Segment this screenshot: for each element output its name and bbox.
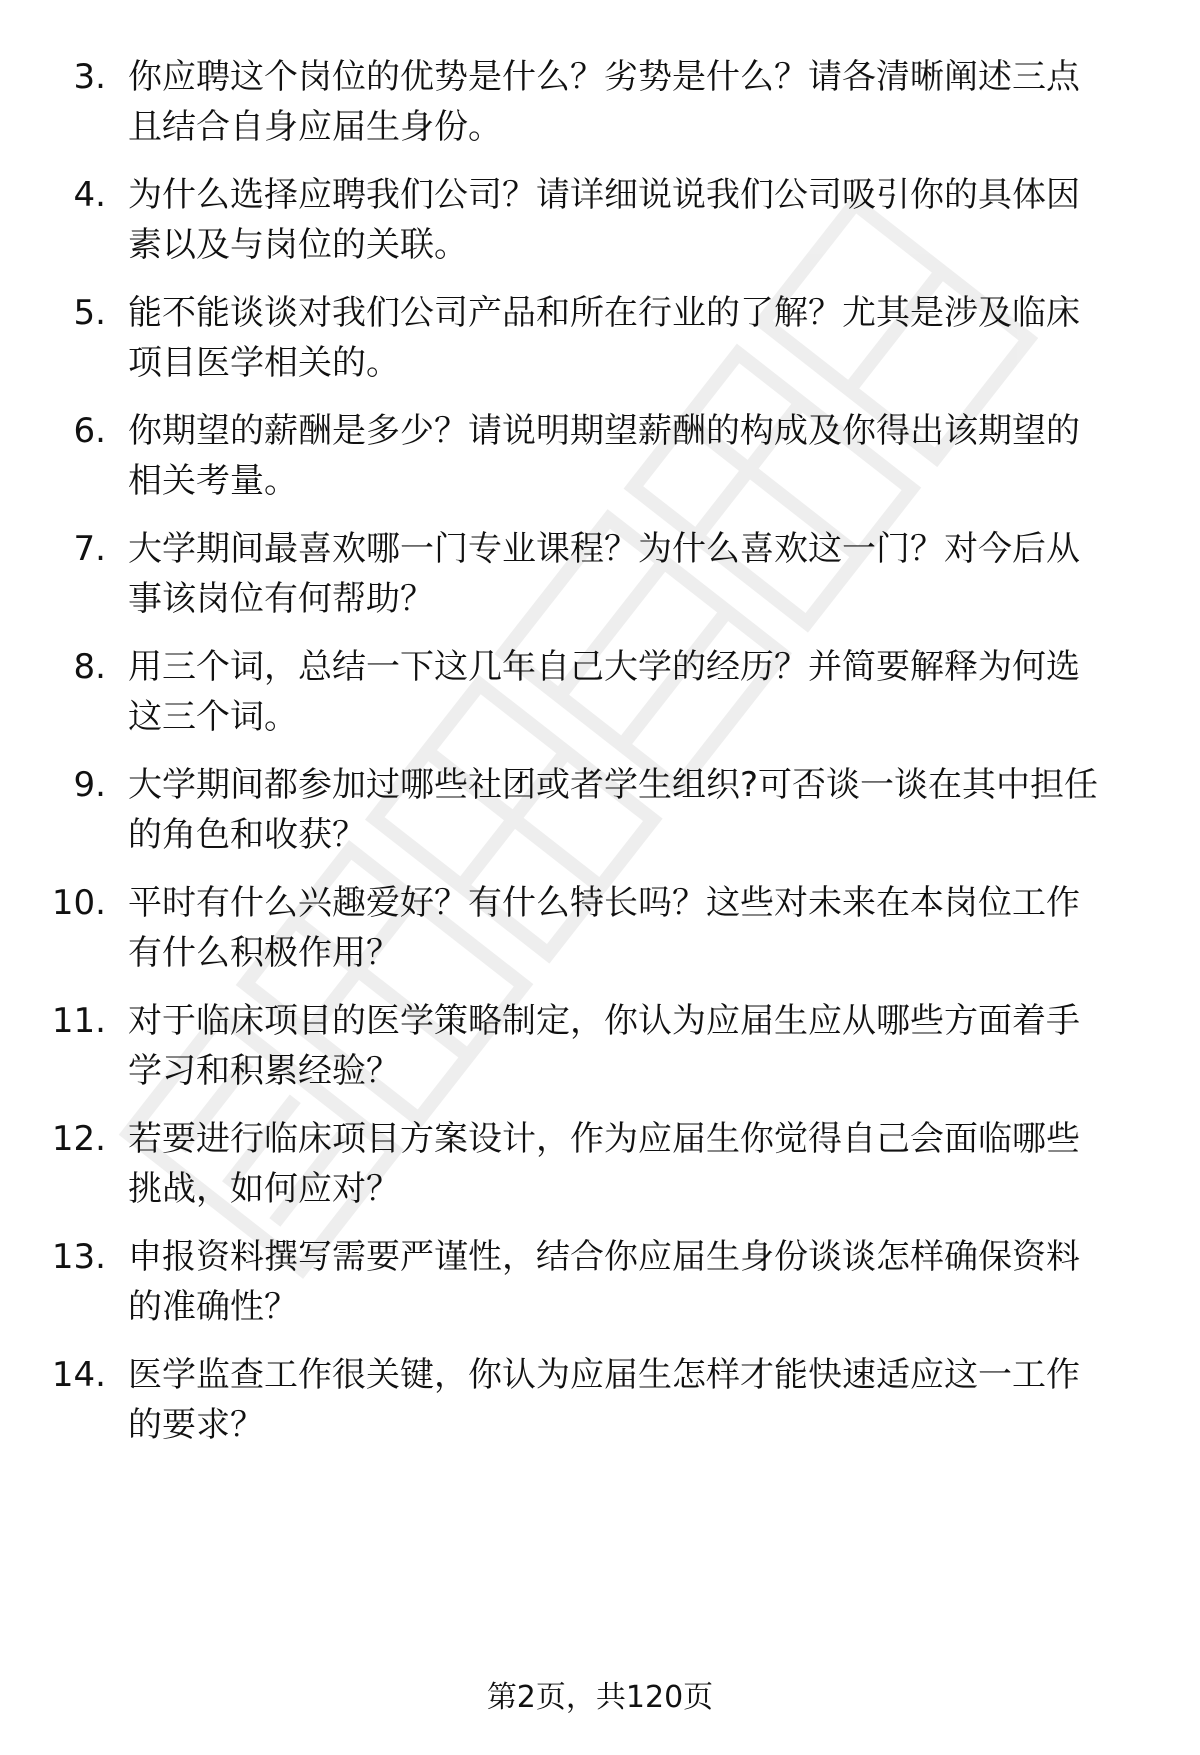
question-text xyxy=(128,1350,1158,1450)
question-number: 8. xyxy=(73,647,106,687)
question-text xyxy=(128,170,1158,270)
page-indicator: 第2页，共120页 xyxy=(486,1680,714,1715)
question-line: 有什么积极作用？ xyxy=(128,933,400,973)
question-line: 能不能谈谈对我们公司产品和所在行业的了解？尤其是涉及临床 xyxy=(128,293,1080,333)
question-line: 且结合自身应届生身份。 xyxy=(128,107,502,147)
question-item xyxy=(0,1232,1200,1342)
question-item xyxy=(0,170,1200,280)
question-line: 素以及与岗位的关联。 xyxy=(128,225,468,265)
question-number: 12. xyxy=(51,1119,106,1159)
question-item xyxy=(0,1350,1200,1460)
question-item xyxy=(0,642,1200,752)
question-line: 若要进行临床项目方案设计，作为应届生你觉得自己会面临哪些 xyxy=(128,1119,1080,1159)
question-text xyxy=(128,760,1158,860)
question-line: 学习和积累经验？ xyxy=(128,1051,400,1091)
question-text xyxy=(128,1232,1158,1332)
question-line: 的准确性？ xyxy=(128,1287,298,1327)
question-text xyxy=(128,996,1158,1096)
question-item xyxy=(0,1114,1200,1224)
question-number: 5. xyxy=(73,293,106,333)
question-line: 挑战，如何应对？ xyxy=(128,1169,400,1209)
question-line: 你期望的薪酬是多少？请说明期望薪酬的构成及你得出该期望的 xyxy=(128,411,1080,451)
question-text xyxy=(128,52,1158,152)
question-number: 7. xyxy=(73,529,106,569)
question-line: 的角色和收获？ xyxy=(128,815,366,855)
question-line: 大学期间都参加过哪些社团或者学生组织?可否谈一谈在其中担任 xyxy=(128,765,1099,805)
question-text xyxy=(128,288,1158,388)
question-number: 11. xyxy=(51,1001,106,1041)
question-number: 4. xyxy=(73,175,106,215)
question-item xyxy=(0,52,1200,162)
question-line: 用三个词，总结一下这几年自己大学的经历？并简要解释为何选 xyxy=(128,647,1080,687)
question-item xyxy=(0,760,1200,870)
question-line: 这三个词。 xyxy=(128,697,298,737)
question-text xyxy=(128,406,1158,506)
question-line: 大学期间最喜欢哪一门专业课程？为什么喜欢这一门？对今后从 xyxy=(128,529,1080,569)
question-line: 医学监查工作很关键，你认为应届生怎样才能快速适应这一工作 xyxy=(128,1355,1080,1395)
question-number: 13. xyxy=(51,1237,106,1277)
question-line: 项目医学相关的。 xyxy=(128,343,400,383)
question-text xyxy=(128,642,1158,742)
question-text xyxy=(128,878,1158,978)
question-line: 申报资料撰写需要严谨性，结合你应届生身份谈谈怎样确保资料 xyxy=(128,1237,1080,1277)
question-line: 你应聘这个岗位的优势是什么？劣势是什么？请各清晰阐述三点 xyxy=(128,57,1080,97)
question-number: 6. xyxy=(73,411,106,451)
question-line: 的要求？ xyxy=(128,1405,264,1445)
question-number: 9. xyxy=(73,765,106,805)
question-text xyxy=(128,524,1158,624)
question-line: 对于临床项目的医学策略制定，你认为应届生应从哪些方面着手 xyxy=(128,1001,1080,1041)
question-number: 10. xyxy=(51,883,106,923)
question-item xyxy=(0,406,1200,516)
question-line: 相关考量。 xyxy=(128,461,298,501)
question-item xyxy=(0,524,1200,634)
question-line: 为什么选择应聘我们公司？请详细说说我们公司吸引你的具体因 xyxy=(128,175,1080,215)
question-number: 3. xyxy=(73,57,106,97)
question-text xyxy=(128,1114,1158,1214)
question-line: 事该岗位有何帮助？ xyxy=(128,579,434,619)
question-item xyxy=(0,288,1200,398)
question-number: 14. xyxy=(51,1355,106,1395)
question-line: 平时有什么兴趣爱好？有什么特长吗？这些对未来在本岗位工作 xyxy=(128,883,1080,923)
question-item xyxy=(0,996,1200,1106)
question-item xyxy=(0,878,1200,988)
